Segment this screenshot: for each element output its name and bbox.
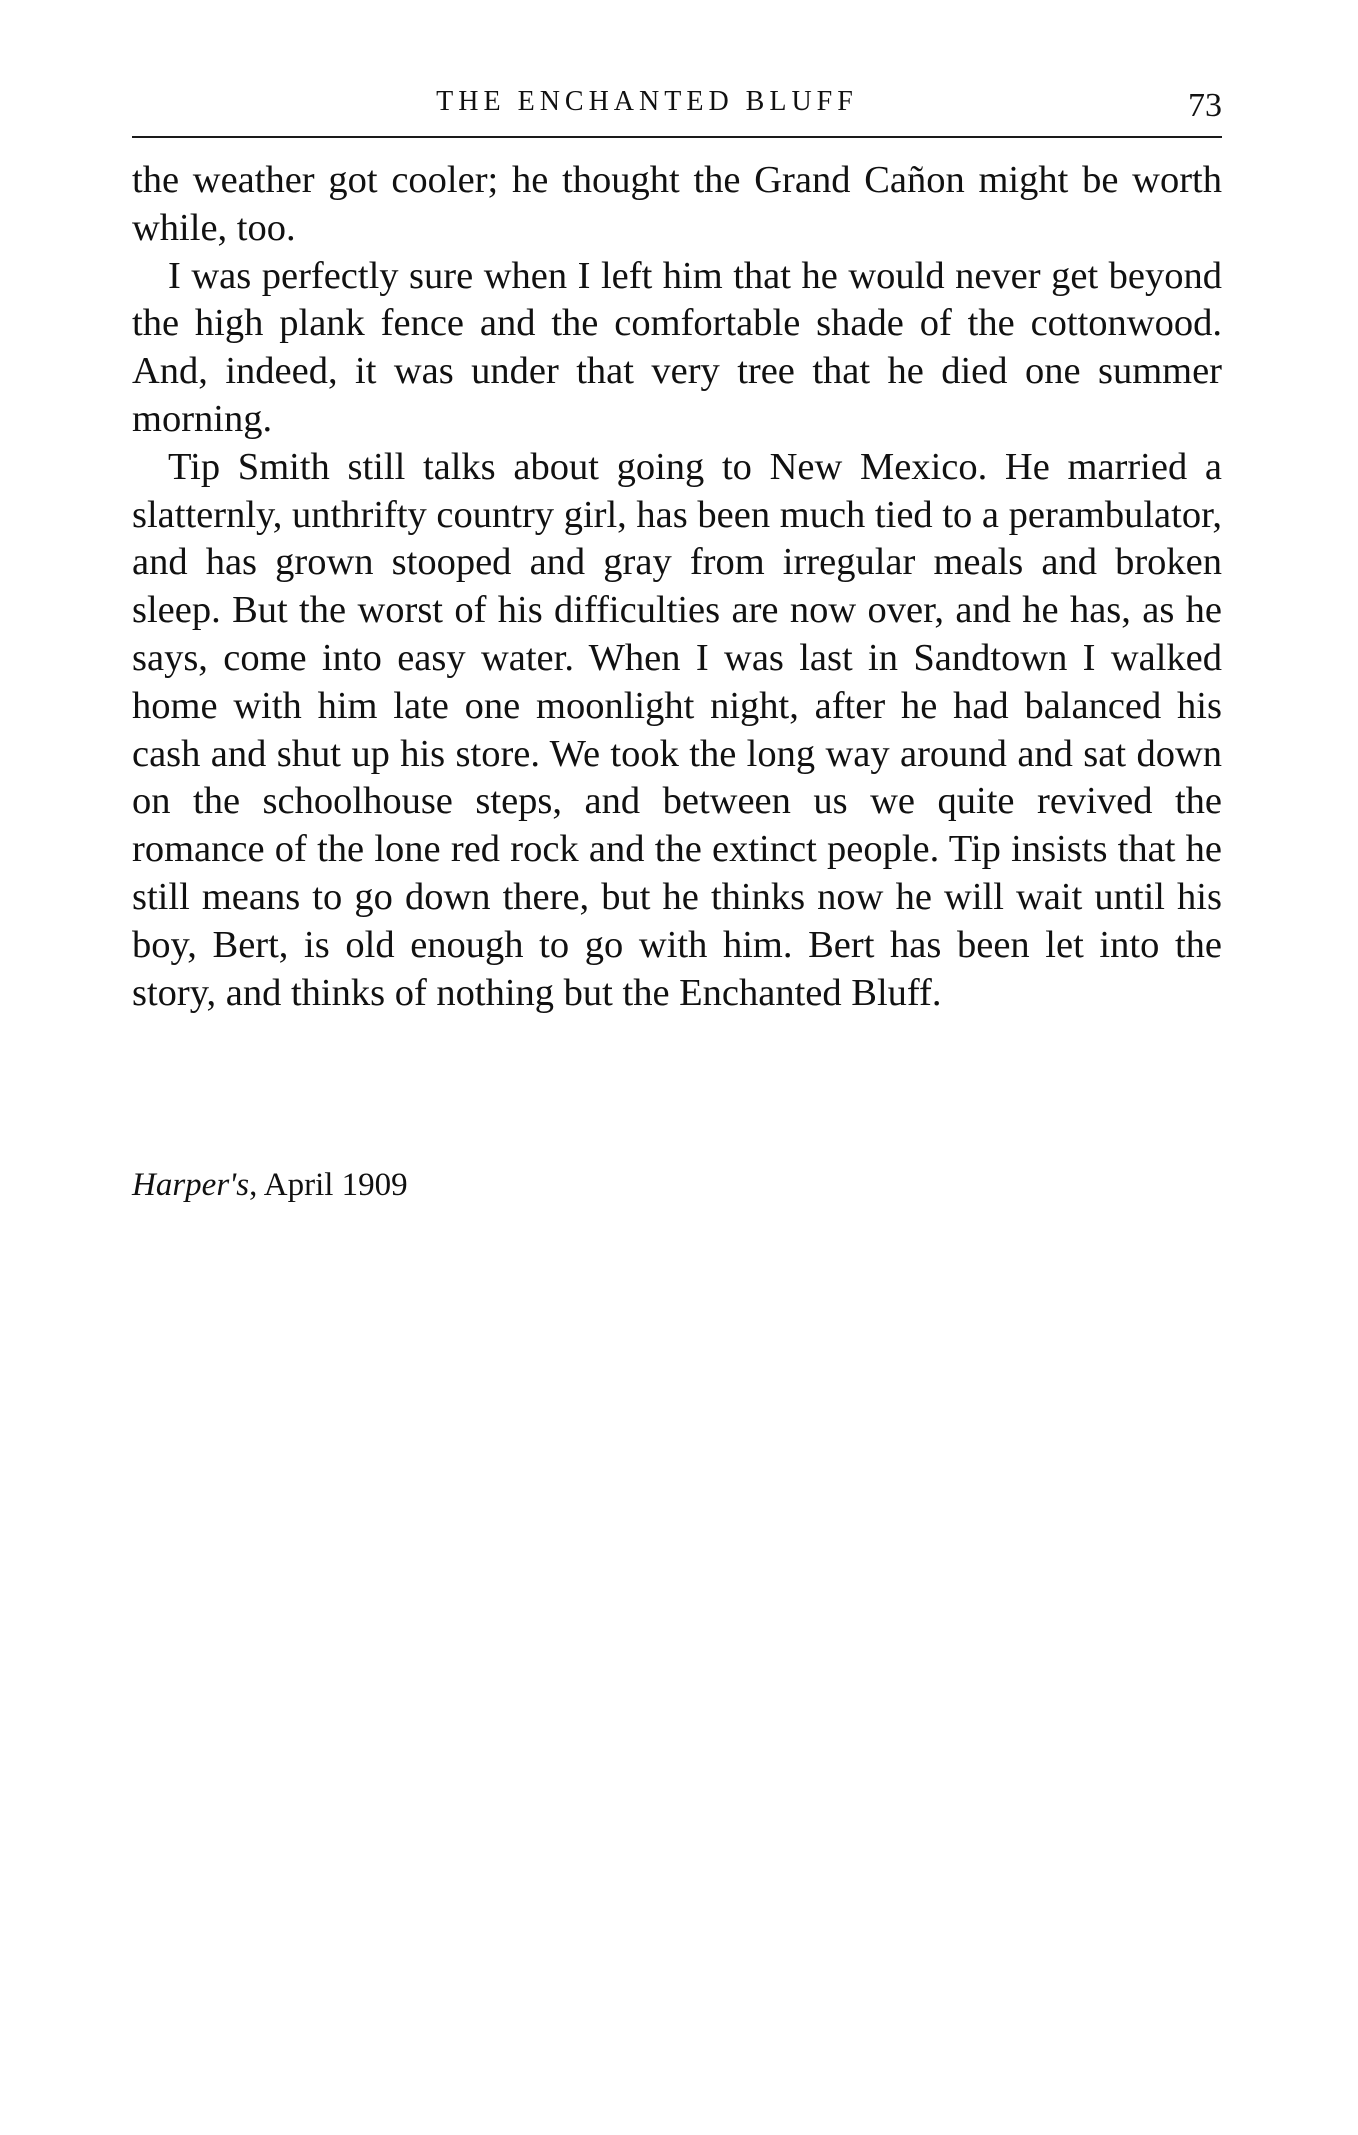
page-number: 73 bbox=[1188, 87, 1222, 124]
running-head bbox=[132, 84, 1222, 134]
body-text bbox=[132, 157, 1222, 1017]
running-title: THE ENCHANTED BLUFF bbox=[436, 86, 858, 117]
paragraph: I was perfectly sure when I left him that he would never get beyond the high plank fence and the comfortable shade of the cottonwood. And, indeed, it was under that very tree that he died one summer morning. bbox=[132, 254, 1222, 440]
source-citation bbox=[132, 1165, 408, 1205]
publication-name: Harper's bbox=[132, 1167, 250, 1203]
paragraph-continued: the weather got cooler; he thought the Grand Cañon might be worth while, too. bbox=[132, 159, 1222, 249]
header-rule bbox=[132, 136, 1222, 138]
paragraph: Tip Smith still talks about going to New Mexico. He married a slatternly, unthrifty country girl, has been much tied to a perambulator, and has grown stooped and gray from irregular meals and broken sleep. But the worst of his difficulties are now over, and he has, as he says, come into easy water. When I was last in Sandtown I walked home with him late one moonlight night, after he had balanced his cash and shut up his store. We took the long way around and sat down on the schoolhouse steps, and between us we quite revived the romance of the lone red rock and the extinct people. Tip insists that he still means to go down there, but he thinks now he will wait until his boy, Bert, is old enough to go with him. Bert has been let into the story, and thinks of nothing but the Enchanted Bluff. bbox=[132, 445, 1222, 1014]
publication-date: , April 1909 bbox=[249, 1167, 408, 1203]
